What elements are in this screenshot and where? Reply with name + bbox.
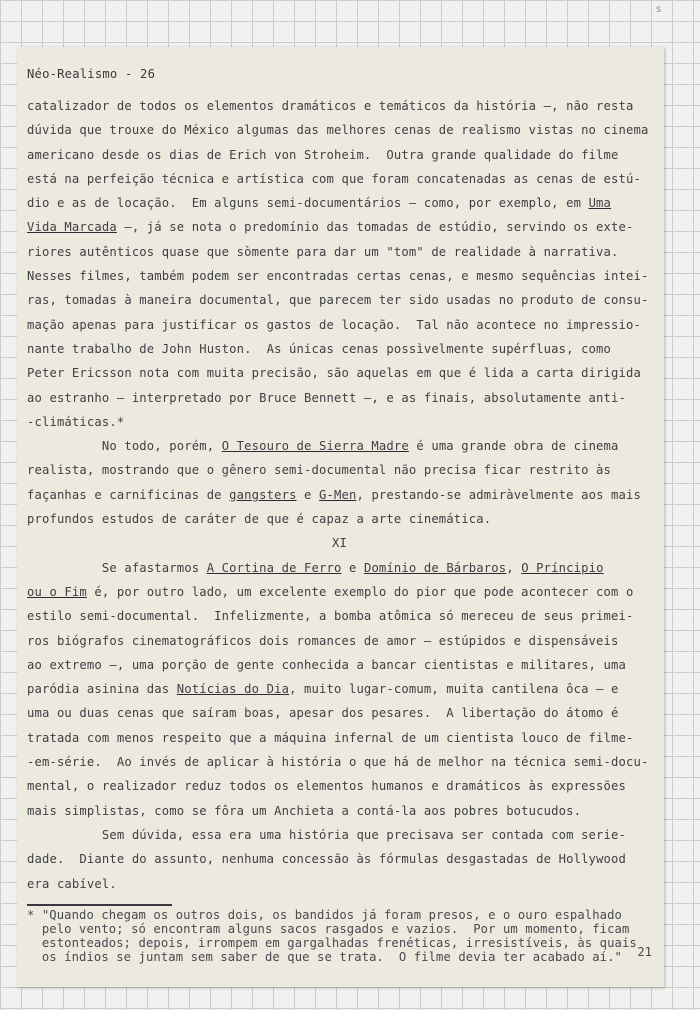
text-line [27,750,652,774]
text-segment: é, por outro lado, um excelente exemplo do pior que pode acontecer com o [86,584,634,599]
text-segment: ras, tomadas à maneira documental, que parecem ter sido usadas no produto de consu- [27,293,649,308]
text-segment: paródia asinina das [27,682,177,697]
underlined-title: O Tesouro de Sierra Madre [221,439,409,454]
text-segment: , prestando-se admiràvelmente aos mais [356,487,641,502]
text-line [27,167,652,191]
footnote-line: pelo vento; só encontram alguns sacos rasgados e vazios. Por um momento, ficam [27,922,630,936]
text-segment: Se afastarmos [27,560,207,575]
footnote [27,908,657,964]
text-segment: XI [332,536,347,551]
text-segment: , [506,560,522,575]
underlined-title: Notícias do Dia [176,682,290,697]
text-segment: catalizador de todos os elementos dramáticos e temáticos da história —, não resta [27,99,634,113]
underlined-title: Uma [588,196,612,211]
text-segment: era cabível. [27,876,117,891]
text-line [27,264,652,288]
text-segment: e [296,487,320,502]
footnote-line: os índios se juntam sem saber de que se trata. O filme devia ter acabado aí." [27,950,622,964]
text-line [27,531,652,555]
text-segment: Nesses filmes, também podem ser encontradas certas cenas, e mesmo sequências intei- [27,269,649,284]
text-line [27,556,652,580]
text-segment: Sem dúvida, essa era uma história que precisava ser contada com serie- [27,827,626,842]
text-line [27,143,652,167]
text-line [27,410,652,434]
text-segment: dúvida que trouxe do México algumas das melhores cenas de realismo vistas no cinema [27,123,649,138]
text-segment: profundos estudos de caráter de que é capaz a arte cinemática. [27,512,492,527]
text-line [27,726,652,750]
text-segment: , muito lugar-comum, muita cantilena ôca — e [289,682,619,697]
typewritten-page [17,47,664,987]
text-line [27,872,652,896]
text-line [27,434,652,458]
footnote-line: * "Quando chegam os outros dois, os bandidos já foram presos, e o ouro espalhado [27,908,622,922]
corner-mark: s [656,4,662,15]
underlined-title: O Príncipio [521,560,604,575]
text-segment: ao extremo —, uma porção de gente conhecida a bancar cientistas e militares, uma [27,657,626,672]
text-line [27,118,652,142]
text-segment: e [341,560,364,575]
text-line [27,386,652,410]
footnote-line: estonteados; depois, irrompem em gargalhadas frenéticas, irresistíveis, às quais [27,936,637,950]
text-segment: Peter Ericsson nota com muita precisão, são aquelas em que é lida a carta dirigida [27,366,641,381]
body-text [27,94,652,896]
text-segment: dio e as de locação. Em alguns semi-documentários — como, por exemplo, em [27,196,589,211]
text-line [27,240,652,264]
text-line [27,483,652,507]
text-segment: No todo, porém, [27,439,222,454]
text-segment: —, já se nota o predomínio das tomadas de estúdio, servindo os exte- [116,220,634,235]
text-segment: mental, o realizador reduz todos os elementos humanos e dramáticos às expressões [27,779,626,794]
underlined-title: Domínio de Bárbaros [363,560,507,575]
text-segment: façanhas e carnificinas de [27,487,230,502]
text-segment: mação apenas para justificar os gastos de locação. Tal não acontece no impressio- [27,317,641,332]
text-line [27,774,652,798]
page-number: 21 [637,945,652,959]
text-line [27,337,652,361]
text-line [27,677,652,701]
footnote-rule [27,904,172,906]
underlined-title: A Cortina de Ferro [206,560,342,575]
text-line [27,458,652,482]
text-line [27,313,652,337]
text-segment: -climáticas.* [27,414,125,429]
text-line [27,94,652,118]
text-segment: tratada com menos respeito que a máquina infernal de um cientista louco de filme- [27,730,634,745]
text-segment: dade. Diante do assunto, nenhuma concessão às fórmulas desgastadas de Hollywood [27,852,626,867]
text-segment: é uma grande obra de cinema [408,439,619,454]
text-line [27,701,652,725]
text-line [27,580,652,604]
underlined-title: Vida Marcada [27,220,117,235]
text-line [27,799,652,823]
text-segment: estilo semi-documental. Infelizmente, a bomba atômica só mereceu de seus primei- [27,609,634,624]
text-segment: está na perfeição técnica e artística com que foram concatenadas as cenas de estú- [27,171,641,186]
text-line [27,288,652,312]
text-line [27,847,652,871]
text-line [27,653,652,677]
text-segment: nante trabalho de John Huston. As únicas cenas possìvelmente supérfluas, como [27,341,612,356]
underlined-title: G-Men [319,487,357,502]
text-line [27,823,652,847]
text-segment: realista, mostrando que o gênero semi-documental não precisa ficar restrito às [27,463,612,478]
page-header: Néo-Realismo - 26 [27,67,156,81]
text-segment: riores autênticos quase que sòmente para dar um "tom" de realidade à narrativa. [27,244,619,259]
text-segment: mais simplistas, como se fôra um Anchieta a contá-la aos pobres botucudos. [27,803,582,818]
text-segment: uma ou duas cenas que saíram boas, apesar dos pesares. A libertação do átomo é [27,706,619,721]
underlined-title: gangsters [229,487,297,502]
text-line [27,604,652,628]
text-line [27,507,652,531]
text-line [27,215,652,239]
underlined-title: ou o Fim [27,584,87,599]
text-segment: -em-série. Ao invés de aplicar à história o que há de melhor na técnica semi-docu- [27,755,649,770]
text-segment: ao estranho — interpretado por Bruce Bennett —, e as finais, absolutamente anti- [27,390,626,405]
text-line [27,361,652,385]
text-line [27,629,652,653]
text-segment: ros biógrafos cinematográficos dois romances de amor — estúpidos e dispensáveis [27,633,619,648]
text-segment: americano desde os dias de Erich von Stroheim. Outra grande qualidade do filme [27,147,619,162]
text-line [27,191,652,215]
